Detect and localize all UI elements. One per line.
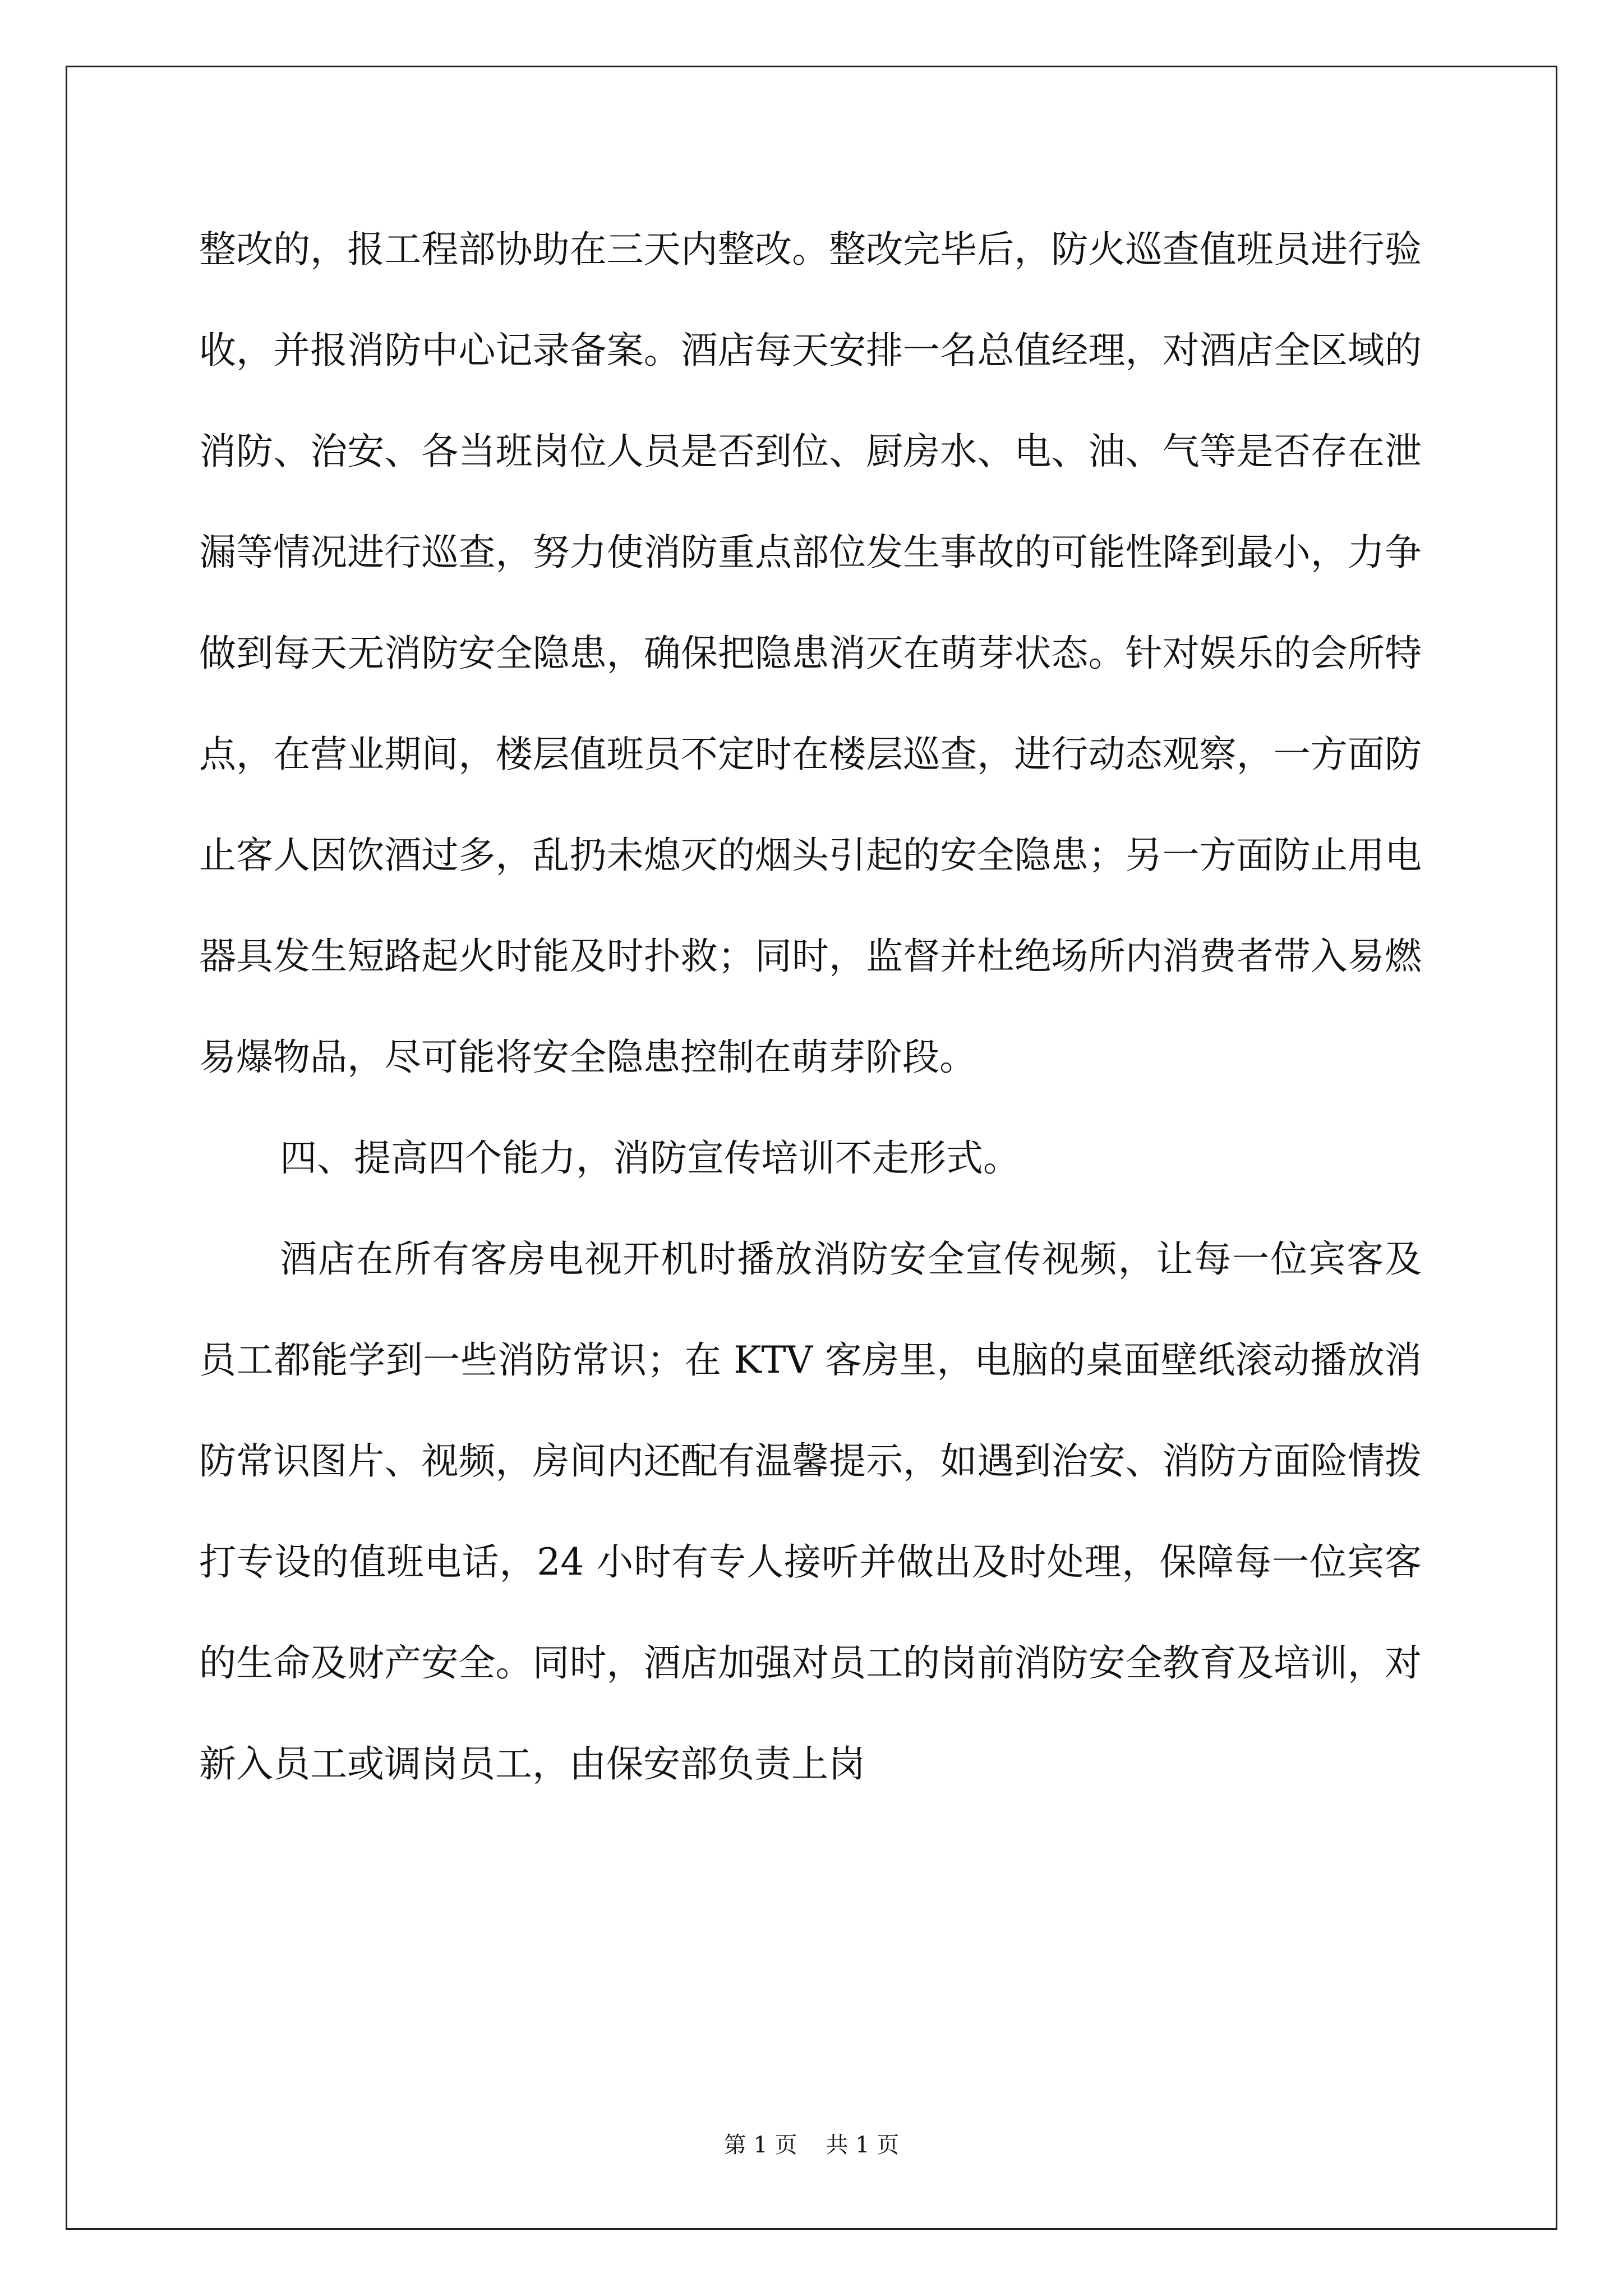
page-footer: 第 1 页 共 1 页 — [723, 2132, 900, 2158]
section-heading: 四、提高四个能力，消防宣传培训不走形式。 — [280, 1137, 1020, 1180]
paragraph-continuation: 整改的，报工程部协助在三天内整改。整改完毕后，防火巡查值班员进行验收，并报消防中心记录备案。酒店每天安排一名总值经理，对酒店全区域的消防、治安、各当班岗位人员是否到位、厨房水、电、油、气等是否存在泄漏等情况进行巡查，努力使消防重点部位发生事故的可能性降到最小，力争做到每天无消防安全隐患，确保把隐患消灭在萌芽状态。针对娱乐的会所特点，在营业期间，楼层值班员不定时在楼层巡查，进行动态观察，一方面防止客人因饮酒过多，乱扔未熄灭的烟头引起的安全隐患；另一方面防止用电器具发生短路起火时能及时扑救；同时，监督并杜绝场所内消费者带入易燃易爆物品，尽可能将安全隐患控制在萌芽阶段。 — [199, 228, 1422, 1079]
paragraph-publicity: 酒店在所有客房电视开机时播放消防安全宣传视频，让每一位宾客及员工都能学到一些消防常识；在 KTV 客房里，电脑的桌面壁纸滚动播放消防常识图片、视频，房间内还配有温馨提示，如遇到治安、消防方面险情拨打专设的值班电话，24 小时有专人接听并做出及时处理，保障每一位宾客的生命及财产安全。同时，酒店加强对员工的岗前消防安全教育及培训，对新入员工或调岗员工，由保安部负责上岗 — [199, 1237, 1422, 1786]
document-body — [199, 199, 1422, 1815]
